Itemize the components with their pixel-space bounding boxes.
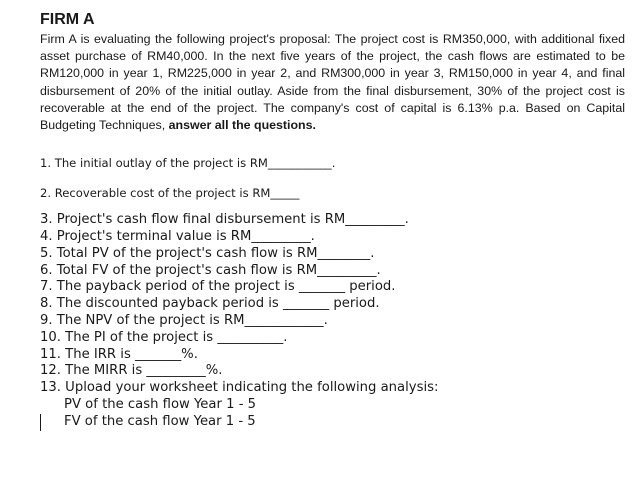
firm-title: FIRM A [40,11,95,28]
question-6: 6. Total FV of the project's cash flow is RM_________. [40,262,381,278]
question-8: 8. The discounted payback period is _______ period. [40,296,380,312]
question-3: 3. Project's cash flow final disbursement is RM_________. [40,212,409,228]
question-7: 7. The payback period of the project is _______ period. [40,279,396,295]
question-12: 12. The MIRR is _________%. [40,363,223,379]
question-10: 10. The PI of the project is __________. [40,329,288,345]
question-2: 2. Recoverable cost of the project is RM_____ [40,186,300,201]
intro-emphasis: answer all the questions. [168,118,316,133]
sub-item-pv: PV of the cash flow Year 1 - 5 [64,396,257,412]
question-1: 1. The initial outlay of the project is RM___________. [40,156,336,171]
question-4: 4. Project's terminal value is RM_________. [40,229,315,245]
question-11: 11. The IRR is _______%. [40,346,198,362]
sub-item-fv: FV of the cash flow Year 1 - 5 [40,414,625,431]
question-list [40,155,625,430]
question-9: 9. The NPV of the project is RM____________. [40,313,328,328]
document-page [40,10,625,431]
intro-paragraph [40,31,625,134]
question-5: 5. Total PV of the project's cash flow is RM________. [40,245,375,261]
question-13: 13. Upload your worksheet indicating the following analysis: [40,380,439,396]
intro-text: Firm A is evaluating the following project's proposal: The project cost is RM350,000, with additional fixed asset purchase of RM40,000. In the next five years of the project, the cash flows are estimated to be RM120,000 in year 1, RM225,000 in year 2, and RM300,000 in year 3, RM150,000 in year 4, and final disbursement of 20% of the initial outlay. Aside from the final disbursement, 30% of the project cost is recoverable at the end of the project. The company's cost of capital is 6.13% p.a. Based on Capital Budgeting Techniques, [40,32,625,133]
